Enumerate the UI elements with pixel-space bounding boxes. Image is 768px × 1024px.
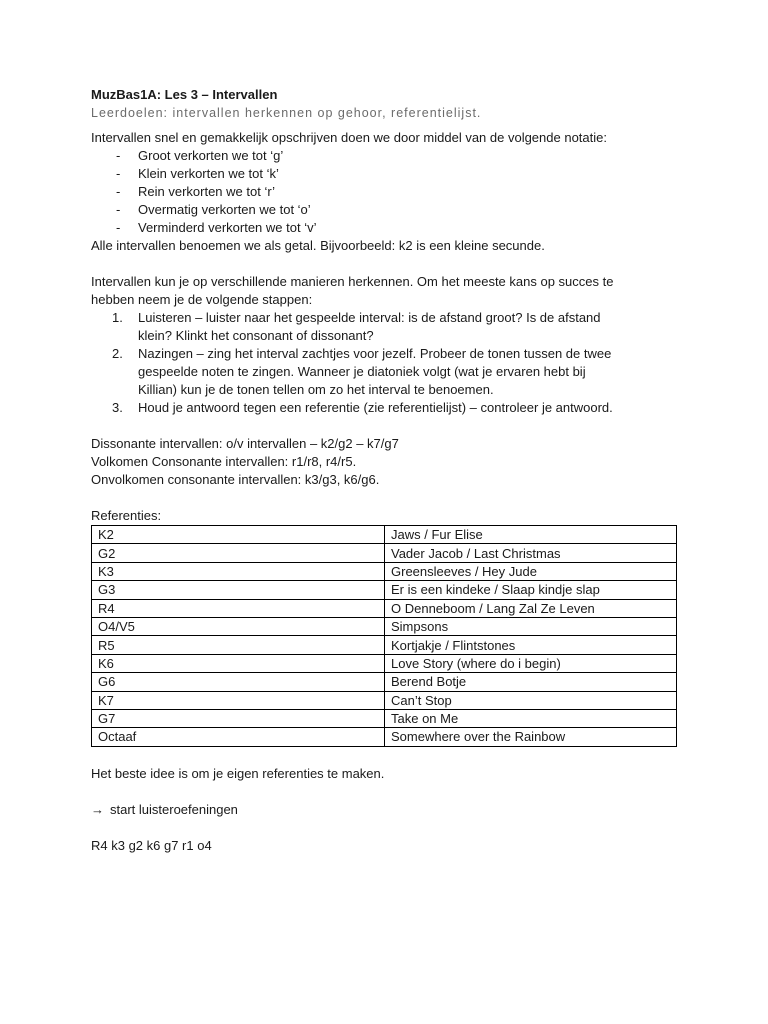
table-row (92, 673, 677, 691)
interval-cell: G3 (92, 581, 385, 599)
steps-list (91, 309, 681, 417)
song-cell: Love Story (where do i begin) (385, 654, 677, 672)
category-perfect-consonant: Volkomen Consonante intervallen: r1/r8, r4/r5. (91, 454, 357, 469)
step-number: 3. (112, 400, 123, 415)
step-text-line: Nazingen – zing het interval zachtjes voor jezelf. Probeer de tonen tussen de twee (138, 346, 612, 361)
advice-text: Het beste idee is om je eigen referenties te maken. (91, 765, 385, 781)
step-text-line: Luisteren – luister naar het gespeelde interval: is de afstand groot? Is de afstand (138, 310, 601, 325)
interval-cell: G7 (92, 709, 385, 727)
list-item: - Overmatig verkorten we tot ‘o’ (91, 201, 681, 219)
song-cell: Berend Botje (385, 673, 677, 691)
table-row (92, 562, 677, 580)
page-title: MuzBas1A: Les 3 – Intervallen (91, 87, 278, 102)
step-text-line: gespeelde noten te zingen. Wanneer je diatoniek volgt (wat je ervaren hebt bij (138, 364, 586, 379)
interval-sequence: R4 k3 g2 k6 g7 r1 o4 (91, 837, 212, 853)
step-number: 2. (112, 346, 123, 361)
step-item (91, 345, 681, 399)
table-row (92, 544, 677, 562)
song-cell: Somewhere over the Rainbow (385, 728, 677, 746)
step-item (91, 309, 681, 345)
song-cell: Kortjakje / Flintstones (385, 636, 677, 654)
table-row (92, 654, 677, 672)
start-exercises-link[interactable] (91, 801, 681, 819)
step-item (91, 399, 681, 417)
interval-cell: O4/V5 (92, 617, 385, 635)
references-table (91, 525, 677, 747)
step-text-line: Houd je antwoord tegen een referentie (zie referentielijst) – controleer je antwoord. (138, 400, 613, 415)
table-row (92, 709, 677, 727)
steps-intro-line-2: hebben neem je de volgende stappen: (91, 292, 313, 307)
table-row (92, 581, 677, 599)
song-cell: Take on Me (385, 709, 677, 727)
list-item: - Rein verkorten we tot ‘r’ (91, 183, 681, 201)
interval-cell: K6 (92, 654, 385, 672)
step-text-line: klein? Klinkt het consonant of dissonant? (138, 328, 374, 343)
song-cell: Can’t Stop (385, 691, 677, 709)
table-row (92, 617, 677, 635)
category-dissonant: Dissonante intervallen: o/v intervallen – k2/g2 – k7/g7 (91, 436, 399, 451)
steps-intro-line-1: Intervallen kun je op verschillende manieren herkennen. Om het meeste kans op succes te (91, 274, 614, 289)
start-exercises-label: start luisteroefeningen (110, 801, 238, 817)
step-text-line: Killian) kun je de tonen tellen om zo het interval te benoemen. (138, 382, 494, 397)
table-row (92, 526, 677, 544)
notation-outro: Alle intervallen benoemen we als getal. Bijvoorbeeld: k2 is een kleine secunde. (91, 238, 545, 253)
arrow-right-icon: → (91, 801, 104, 817)
table-row (92, 636, 677, 654)
interval-cell: K2 (92, 526, 385, 544)
notation-intro: Intervallen snel en gemakkelijk opschrijven doen we door middel van de volgende notatie: (91, 130, 607, 145)
references-label: Referenties: (91, 508, 162, 523)
list-item: - Verminderd verkorten we tot ‘v’ (91, 219, 681, 237)
table-row (92, 728, 677, 746)
notation-list (91, 147, 681, 237)
interval-cell: G2 (92, 544, 385, 562)
song-cell: Simpsons (385, 617, 677, 635)
table-row (92, 691, 677, 709)
step-number: 1. (112, 310, 123, 325)
interval-cell: R5 (92, 636, 385, 654)
list-item: - Groot verkorten we tot ‘g’ (91, 147, 681, 165)
song-cell: O Denneboom / Lang Zal Ze Leven (385, 599, 677, 617)
interval-cell: K7 (92, 691, 385, 709)
category-imperfect-consonant: Onvolkomen consonante intervallen: k3/g3, k6/g6. (91, 472, 380, 487)
interval-cell: K3 (92, 562, 385, 580)
interval-cell: Octaaf (92, 728, 385, 746)
interval-cell: G6 (92, 673, 385, 691)
song-cell: Jaws / Fur Elise (385, 526, 677, 544)
song-cell: Er is een kindeke / Slaap kindje slap (385, 581, 677, 599)
song-cell: Greensleeves / Hey Jude (385, 562, 677, 580)
learning-goals: Leerdoelen: intervallen herkennen op gehoor, referentielijst. (91, 106, 482, 120)
interval-cell: R4 (92, 599, 385, 617)
document-page (91, 86, 681, 855)
list-item: - Klein verkorten we tot ‘k’ (91, 165, 681, 183)
song-cell: Vader Jacob / Last Christmas (385, 544, 677, 562)
table-row (92, 599, 677, 617)
